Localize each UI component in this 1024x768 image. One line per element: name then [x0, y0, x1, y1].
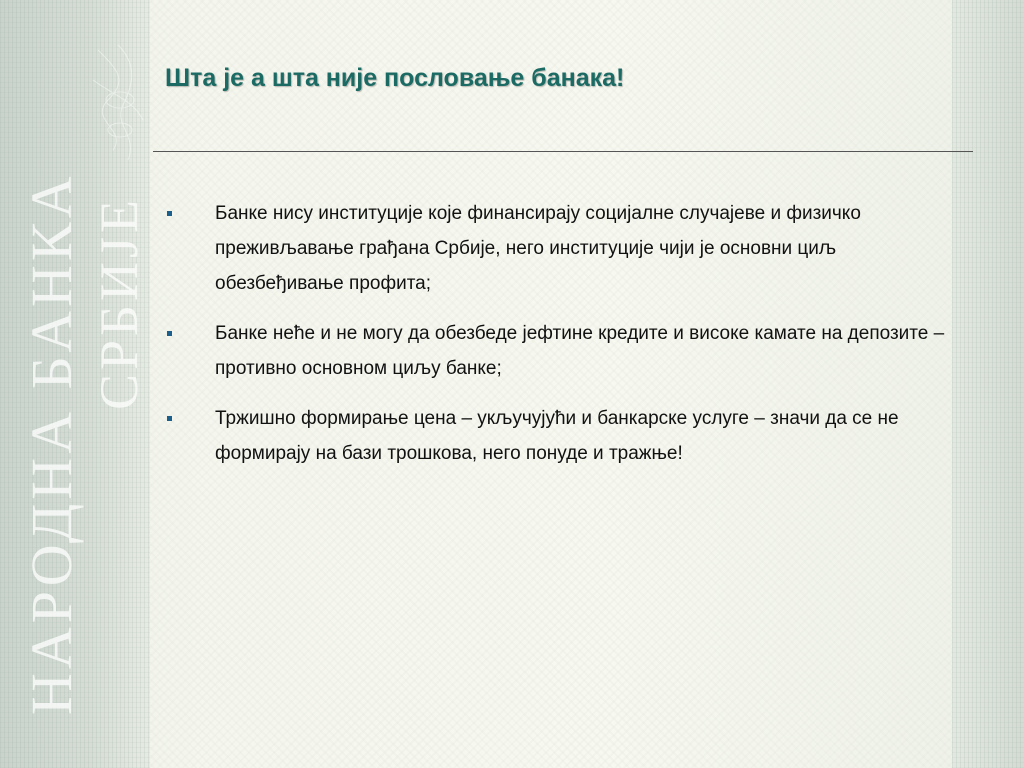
title-divider: [153, 151, 973, 152]
bullet-text: Тржишно формирање цена – укључујући и банкарске услуге – значи да се не формирају на бази трошкова, него понуде и тражње!: [215, 408, 899, 464]
list-item: [165, 316, 955, 386]
bullet-text: Банке нису институције које финансирају социјалне случајеве и физичко преживљавање грађана Србије, него институције чији је основни циљ обезбеђивање профита;: [215, 203, 861, 294]
left-decorative-band: [0, 0, 150, 768]
list-item: [165, 401, 955, 471]
square-bullet-icon: [167, 416, 172, 421]
square-bullet-icon: [167, 331, 172, 336]
guilloche-pattern-icon: [88, 40, 148, 200]
watermark-narodna-banka: НАРОДНА БАНКА: [19, 172, 84, 715]
watermark-srbije: СРБИЈЕ: [89, 195, 149, 410]
bullet-text: Банке неће и не могу да обезбеде јефтине кредите и високе камате на депозите – противно основном циљу банке;: [215, 323, 945, 379]
slide-title: Шта је а шта није пословање банака!: [165, 64, 625, 92]
bullet-list: [165, 196, 955, 486]
list-item: [165, 196, 955, 301]
right-decorative-band: [952, 0, 1024, 768]
square-bullet-icon: [167, 211, 172, 216]
